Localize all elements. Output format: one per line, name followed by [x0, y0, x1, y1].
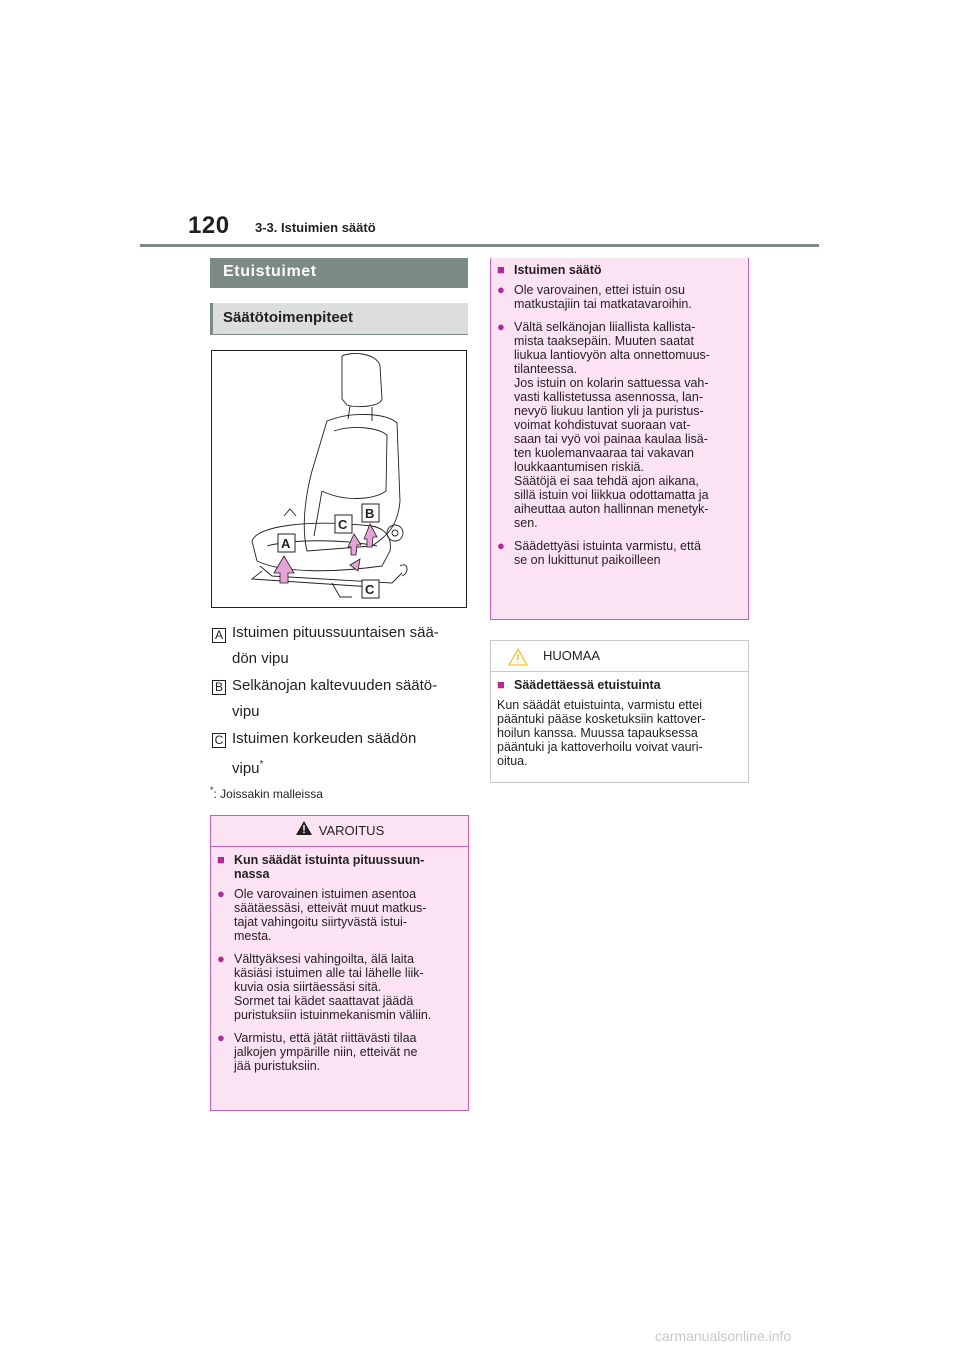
legend-letter-b: B [212, 680, 226, 695]
legend-a-line1: Istuimen pituussuuntaisen sää- [232, 624, 439, 641]
legend-item-a [232, 620, 462, 672]
circle-bullet-icon: ● [497, 319, 505, 334]
figure-label-a: A [281, 536, 291, 551]
figure-label-c-top: C [338, 517, 348, 532]
legend-c-line1: Istuimen korkeuden säädön [232, 730, 417, 747]
heading-saatotoimenpiteet: Säätötoimenpiteet [210, 303, 468, 335]
caution-triangle-icon [508, 647, 528, 677]
legend-b-line2: vipu [232, 703, 260, 720]
warning-continuation-box [490, 258, 749, 620]
warning-item [217, 1031, 462, 1073]
legend-item-b [232, 673, 462, 725]
adjust-heading-text: Istuimen säätö [514, 263, 602, 277]
circle-bullet-icon: ● [497, 282, 505, 297]
square-bullet-icon: ■ [497, 262, 505, 277]
notice-text: Kun säädät etuistuinta, varmistu ettei pääntuki pääse kosketuksiin kattover- hoilun kanssa. Muussa tapauksessa pääntuki ja kattoverhoilu voivat vauri- oitua. [497, 698, 706, 768]
seat-drawing [212, 351, 466, 607]
footnote-text: : Joissakin malleissa [213, 787, 323, 801]
page-number: 120 [188, 212, 230, 239]
notice-heading [497, 678, 742, 692]
warning-item [217, 952, 462, 1022]
square-bullet-icon: ■ [497, 677, 505, 692]
section-title: 3-3. Istuimien säätö [255, 220, 376, 235]
circle-bullet-icon: ● [217, 886, 225, 901]
adjust-item [497, 320, 742, 530]
warning-title: VAROITUS [318, 823, 385, 838]
adjust-item [497, 539, 742, 567]
legend-letter-a: A [212, 628, 226, 643]
circle-bullet-icon: ● [217, 951, 225, 966]
figure-label-c-bottom: C [365, 582, 375, 597]
figure-label-b: B [365, 506, 375, 521]
legend-a-line2: dön vipu [232, 650, 289, 667]
notice-box [490, 640, 749, 783]
legend-b-line1: Selkänojan kaltevuuden säätö- [232, 677, 438, 694]
legend-c-line2: vipu [232, 760, 260, 777]
header-rule [140, 244, 819, 247]
footnote-mark: * [210, 785, 214, 795]
warning-heading-text: Kun säädät istuinta pituussuun- nassa [234, 853, 425, 881]
warning-triangle-icon [295, 817, 313, 847]
notice-title: HUOMAA [543, 648, 601, 663]
square-bullet-icon: ■ [217, 852, 225, 867]
circle-bullet-icon: ● [217, 1030, 225, 1045]
circle-bullet-icon: ● [497, 538, 505, 553]
adjust-item [497, 283, 742, 311]
adjust-item-text-2: Vältä selkänojan liiallista kallista- mista taaksepäin. Muuten saatat liukua lantiovyön alta onnettomuus- tilanteessa. Jos istuin on kolarin sattuessa vah- vasti kallistetussa asennossa, lan- nevyö liukuu lantion yli ja puristus- voimat kohdistuvat suoraan vat- saan tai vyö voi painaa kaulaa lisä- ten kuolemanvaaraa tai vakavan loukkaantumisen riskiä. Säätöjä ei saa tehdä ajon aikana, sillä istuin voi liikkua odottamatta ja aiheuttaa auton hallinnan menetyk- sen. [514, 320, 710, 530]
legend-item-c [232, 726, 462, 782]
warning-title-bar [211, 816, 468, 847]
warning-item-text-1: Ole varovainen istuimen asentoa säätäessäsi, etteivät muut matkus- tajat vahingoitu siirtyvästä istui- mesta. [234, 887, 427, 943]
notice-heading-text: Säädettäessä etuistuinta [514, 678, 661, 692]
legend-letter-c: C [212, 733, 226, 748]
watermark: carmanualsonline.info [655, 1328, 792, 1344]
adjust-heading [497, 263, 742, 277]
adjust-item-text-3: Säädettyäsi istuinta varmistu, että se on lukittunut paikoilleen [514, 539, 701, 567]
warning-heading [217, 853, 462, 881]
heading-etuistuimet: Etuistuimet [210, 258, 468, 288]
footnote [210, 785, 323, 801]
legend-c-footnote-mark: * [259, 759, 264, 770]
warning-box [210, 815, 469, 1111]
notice-title-bar [491, 641, 748, 672]
warning-item-text-3: Varmistu, että jätät riittävästi tilaa jalkojen ympärille niin, etteivät ne jää puristuksiin. [234, 1031, 418, 1073]
warning-item-text-2: Välttyäksesi vahingoilta, älä laita käsiäsi istuimen alle tai lähelle liik- kuvia osia siirtäessäsi sitä. Sormet tai kädet saattavat jäädä puristuksiin istuinmekanismin väliin. [234, 952, 432, 1022]
seat-illustration [211, 350, 467, 608]
adjust-item-text-1: Ole varovainen, ettei istuin osu matkustajiin tai matkatavaroihin. [514, 283, 692, 311]
warning-item [217, 887, 462, 943]
